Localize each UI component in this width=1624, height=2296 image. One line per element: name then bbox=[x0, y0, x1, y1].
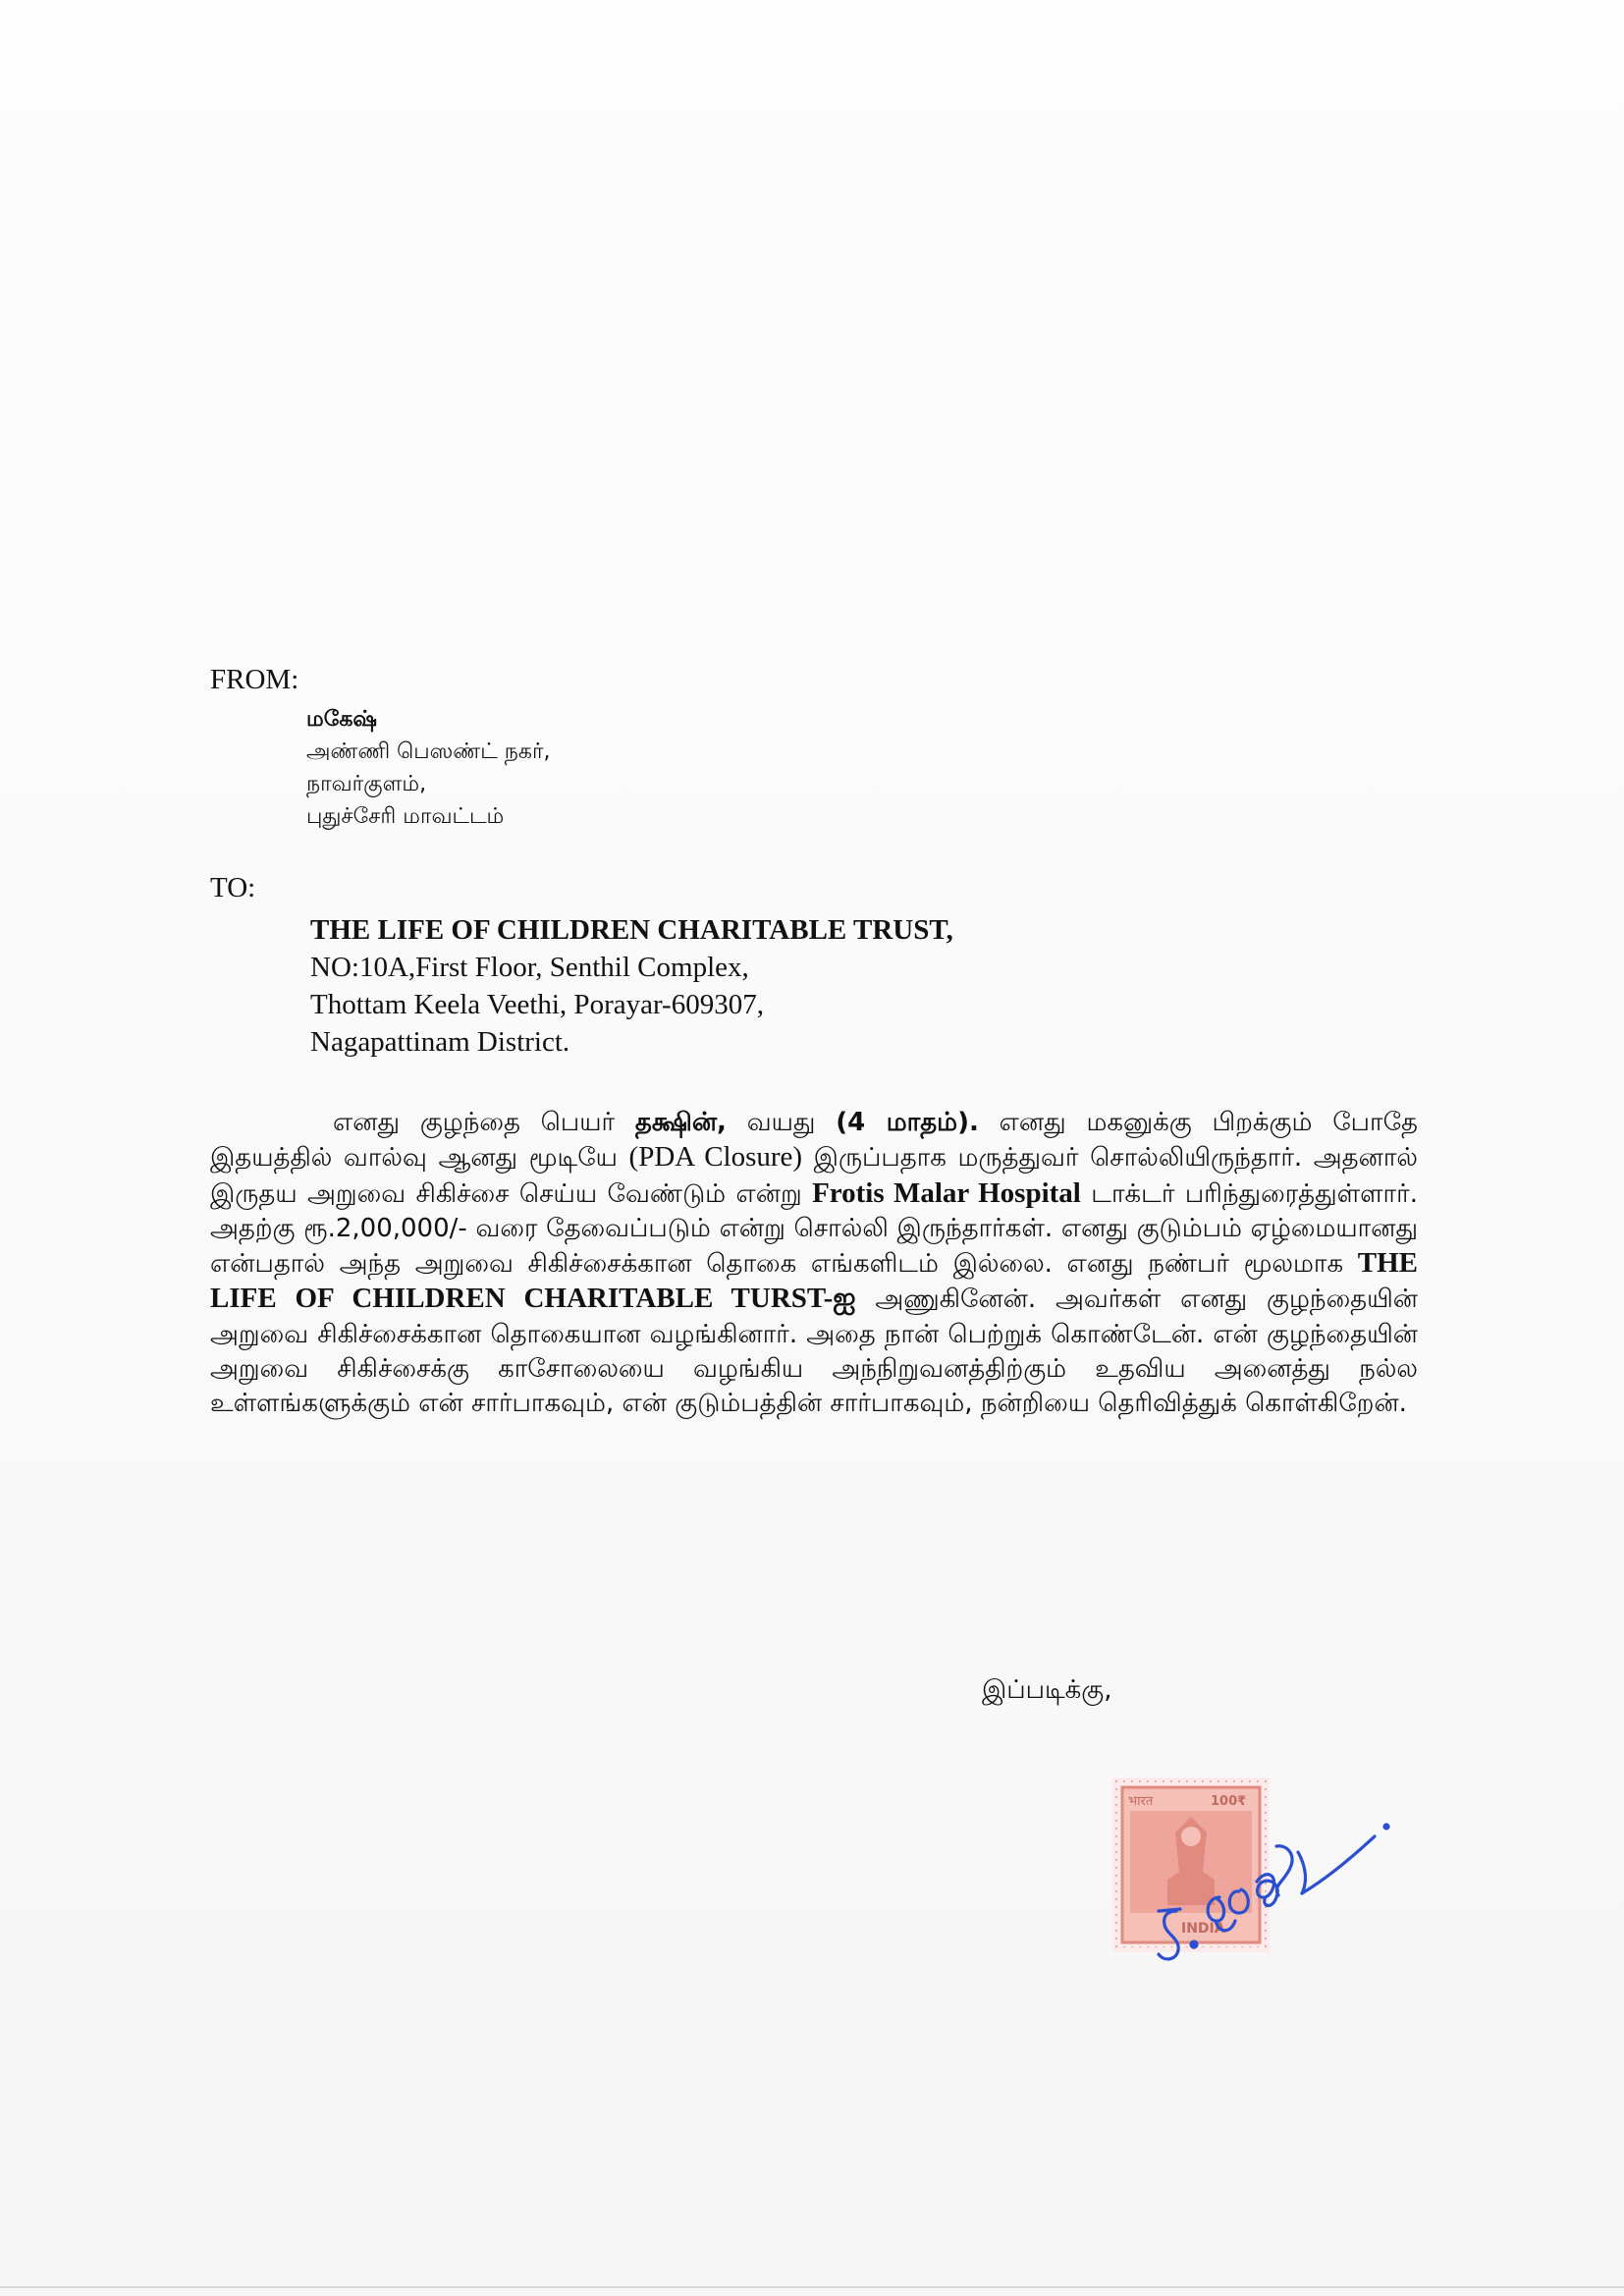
letter-body bbox=[210, 1106, 1418, 1422]
stamp-bottom-text: INDIA bbox=[1181, 1921, 1225, 1937]
sender-address-line: நாவர்குளம், bbox=[306, 772, 427, 796]
sender-name: மகேஷ் bbox=[306, 707, 378, 732]
trust-reference: THE LIFE OF CHILDREN CHARITABLE TURST-ஐ bbox=[210, 1247, 1418, 1315]
body-text-segment: டாக்டர் பரிந்துரைத்துள்ளார். அதற்கு ரூ.2,00,000/- வரை தேவைப்படும் என்று சொல்லி இருந்தார்கள். எனது குடும்பம் ஏழ்மையானது என்பதால் அந்த அறுவை சிகிச்சைக்கான தொகை எங்களிடம் இல்லை. எனது நண்பர் மூலமாக bbox=[210, 1178, 1418, 1280]
scan-edge-line bbox=[0, 2286, 1624, 2288]
medical-condition: (PDA Closure) bbox=[628, 1141, 803, 1174]
recipient-address-line: NO:10A,First Floor, Senthil Complex, bbox=[310, 952, 749, 983]
recipient-address-block bbox=[310, 911, 953, 1061]
from-label: FROM: bbox=[210, 664, 299, 695]
body-text-segment: இருப்பதாக மருத்துவர் சொல்லியிருந்தார். அதனால் இருதய அறுவை சிகிச்சை செய்ய வேண்டும் என்று bbox=[210, 1143, 1418, 1209]
signature bbox=[1129, 1787, 1394, 1974]
stamp-value: 100₹ bbox=[1211, 1794, 1247, 1809]
stamp-country-label: भारत bbox=[1128, 1794, 1154, 1809]
sender-address-block bbox=[306, 703, 550, 833]
hospital-name: Frotis Malar Hospital bbox=[812, 1176, 1081, 1209]
body-text-segment: வயது bbox=[726, 1108, 837, 1137]
sender-address-line: அண்ணி பெஸண்ட் நகர், bbox=[306, 739, 551, 764]
closing-salutation: இப்படிக்கு, bbox=[982, 1675, 1112, 1705]
child-name: தக்ஷின், bbox=[634, 1108, 727, 1137]
body-text-segment: எனது குழந்தை பெயர் bbox=[333, 1108, 635, 1137]
child-age: (4 மாதம்). bbox=[836, 1108, 979, 1137]
body-text-segment: அணுகினேன். அவர்கள் எனது குழந்தையின் அறுவை சிகிச்சைக்கான தொகையான வழங்கினார். அதை நான் பெற்றுக் கொண்டேன். என் குழந்தையின் அறுவை சிகிச்சைக்கு காசோலையை வழங்கிய அந்நிறுவனத்திற்கும் உதவிய அனைத்து நல்ல உள்ளங்களுக்கும் என் சார்பாகவும், என் குடும்பத்தின் சார்பாகவும், நன்றியை தெரிவித்துக் கொள்கிறேன். bbox=[210, 1285, 1419, 1419]
recipient-address-line: Nagapattinam District. bbox=[310, 1026, 570, 1058]
sender-address-line: புதுச்சேரி மாவட்டம் bbox=[306, 804, 505, 829]
recipient-address-line: Thottam Keela Veethi, Porayar-609307, bbox=[310, 989, 764, 1020]
to-label: TO: bbox=[210, 872, 256, 903]
recipient-organization: THE LIFE OF CHILDREN CHARITABLE TRUST, bbox=[310, 914, 953, 946]
body-text-segment: எனது மகனுக்கு பிறக்கும் போதே இதயத்தில் வால்வு ஆனது மூடியே bbox=[210, 1108, 1418, 1174]
